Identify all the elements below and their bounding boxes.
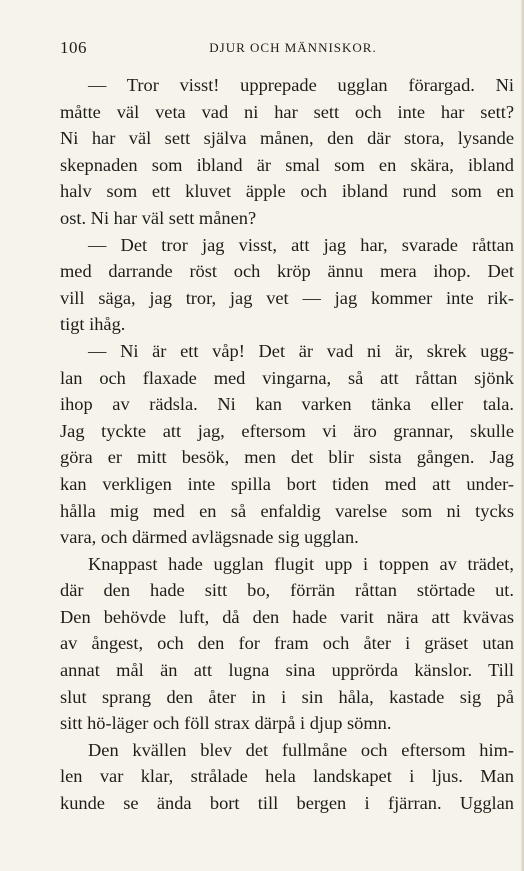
running-title: DJUR OCH MÄNNISKOR. [209,40,377,55]
text-line: skepnaden som ibland är smal som en skära, ibland [60,154,514,175]
text-line: halv som ett kluvet äpple och ibland rund som en [60,181,514,202]
text-line: lan och flaxade med vingarna, så att råttan sjönk [60,367,514,388]
text-line: vara, och därmed avlägsnade sig ugglan. [60,527,359,548]
text-line: där den hade sitt bo, förrän råttan störtade ut. [60,580,514,601]
text-line: måtte väl veta vad ni har sett och inte har sett? [60,101,514,122]
text-line: slut sprang den åter in i sin håla, kastade sig på [60,686,514,707]
page-header [60,38,506,60]
text-line: av ångest, och den for fram och åter i gräset utan [60,633,514,654]
text-line: — Ni är ett våp! Det är vad ni är, skrek ugg- [88,340,514,361]
text-line: ost. Ni har väl sett månen? [60,207,257,228]
text-line: Den behövde luft, då den hade varit nära att kvävas [60,606,514,627]
text-line: med darrande röst och kröp ännu mera ihop. Det [60,261,514,282]
text-line: len var klar, strålade hela landskapet i ljus. Man [60,766,514,787]
body-text [60,72,514,817]
text-line: sitt hö-läger och föll strax därpå i djup sömn. [60,713,392,734]
text-line: Jag tyckte att jag, eftersom vi äro grannar, skulle [60,420,514,441]
text-line: tigt ihåg. [60,314,126,335]
text-line: hålla mig med en så enfaldig varelse som ni tycks [60,500,514,521]
text-line: Knappast hade ugglan flugit upp i toppen av trädet, [88,553,514,574]
text-line: — Tror visst! upprepade ugglan förargad. Ni [88,75,514,95]
text-line: vill säga, jag tror, jag vet — jag kommer inte rik- [60,287,514,308]
text-line: göra er mitt besök, men det blir sista gången. Jag [60,447,514,468]
text-line: Den kvällen blev det fullmåne och eftersom him- [88,739,514,760]
text-line: kan verkligen inte spilla bort tiden med att under- [60,473,514,494]
text-line: annat mål än att lugna sina upprörda känslor. Till [60,660,514,681]
text-line: ihop av rädsla. Ni kan varken tänka eller tala. [60,394,514,415]
page-number: 106 [60,38,87,57]
text-line: Ni har väl sett själva månen, den där stora, lysande [60,128,514,149]
text-line: kunde se ända bort till bergen i fjärran. Ugglan [60,793,514,814]
text-line: — Det tror jag visst, att jag har, svarade råttan [88,234,514,255]
